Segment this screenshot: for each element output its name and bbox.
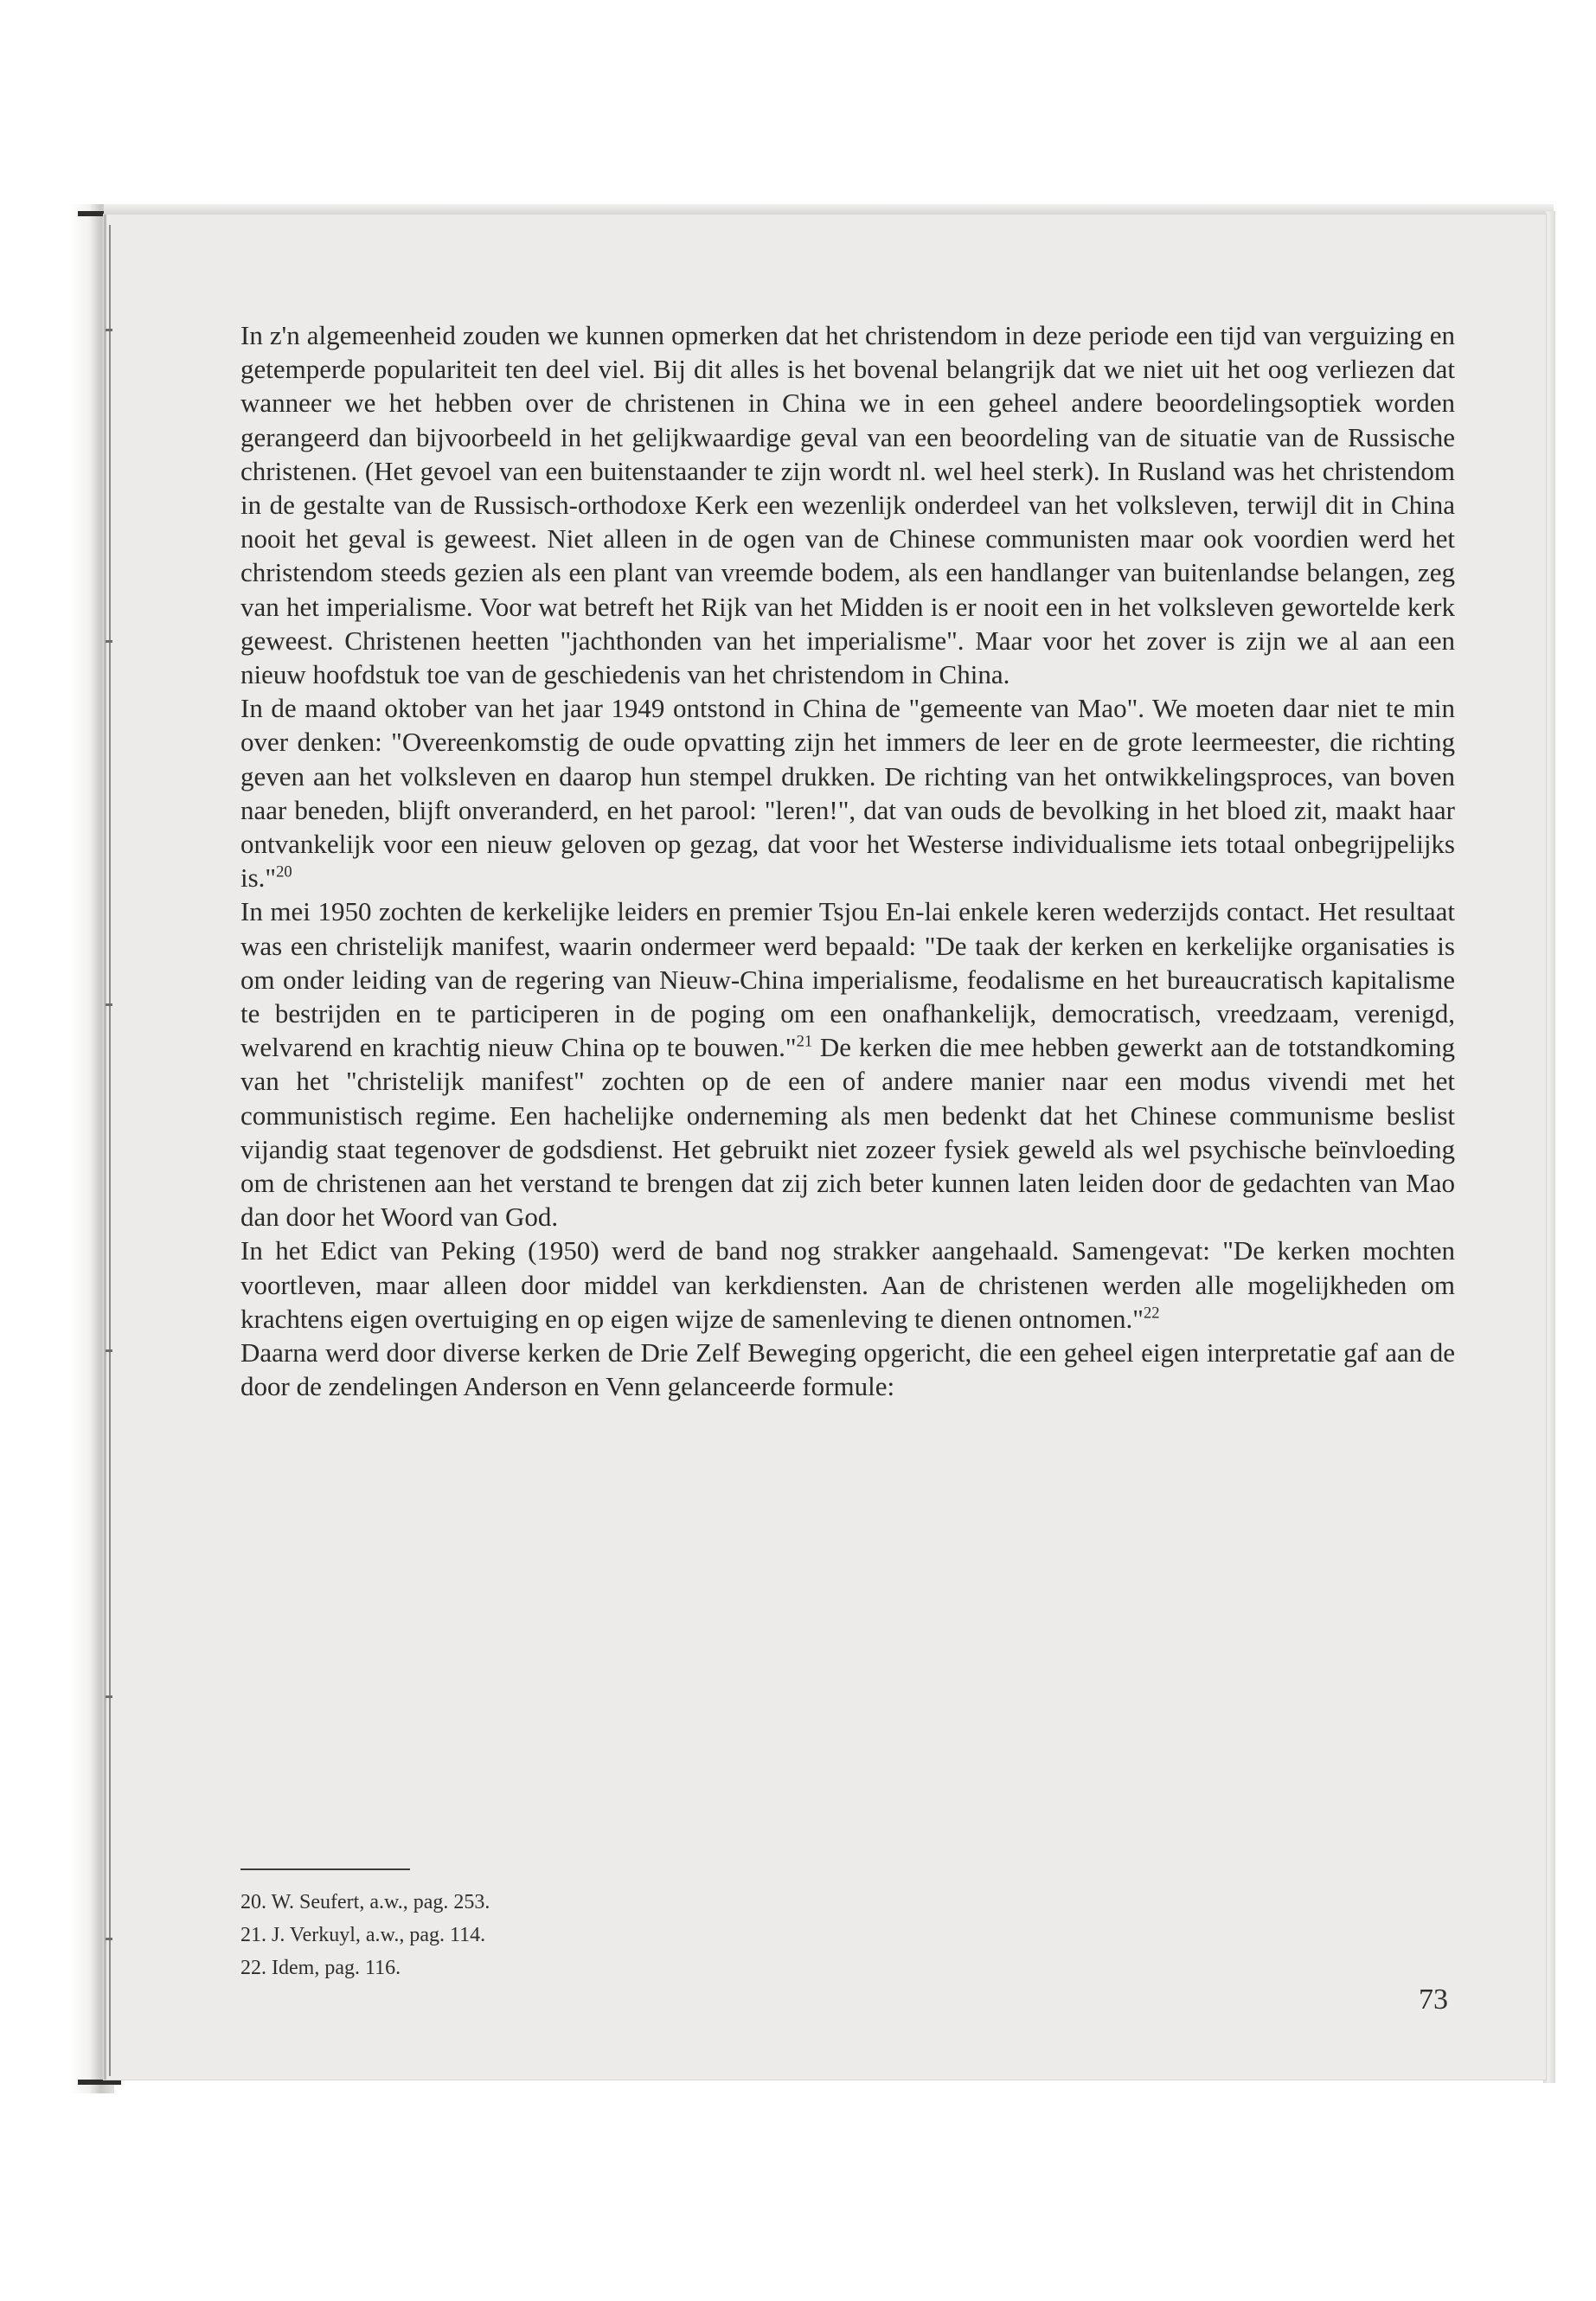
paragraph-3 xyxy=(240,894,1455,1234)
binding-stitch xyxy=(106,1349,112,1352)
paragraph-3-continued: De kerken die mee hebben gewerkt aan de totstandkoming van het "christelijk manifest" zochten op de een of andere manier naar een modus vivendi met het communistisch regime. Een hachelijke onderneming als men bedenkt dat het Chinese communisme beslist vijandig staat tegenover de godsdienst. Het gebruikt niet zozeer fysiek geweld als wel psychische beïnvloeding om de christenen aan het verstand te brengen dat zij zich beter kunnen laten leiden door de gedachten van Mao dan door het Woord van God. xyxy=(240,1032,1455,1233)
binding-stitch xyxy=(106,640,112,643)
paragraph-4-text: In het Edict van Peking (1950) werd de band nog strakker aangehaald. Samengevat: "De kerken mochten voortleven, maar alleen door middel van kerkdiensten. Aan de christenen werden alle mogelijkheden om krachtens eigen overtuiging en op eigen wijze de samenleving te dienen ontnomen." xyxy=(240,1235,1455,1334)
footnote-ref-22: 22 xyxy=(1143,1304,1160,1323)
body-text xyxy=(240,318,1455,1404)
binding-stitch xyxy=(106,1003,112,1006)
footnote-divider xyxy=(240,1868,410,1870)
footnote-20: 20. W. Seufert, a.w., pag. 253. xyxy=(240,1891,490,1913)
paragraph-2-text: In de maand oktober van het jaar 1949 ontstond in China de "gemeente van Mao". We moeten daar niet te min over denken: "Overeenkomstig de oude opvatting zijn het immers de leer en de grote leermeester, die richting geven aan het volksleven en daarop hun stempel drukken. De richting van het ontwikkelingsproces, van boven naar beneden, blijft onveranderd, en het parool: "leren!", dat van ouds de bevolking in het bloed zit, maakt haar ontvankelijk voor een nieuw geloven op gezag, dat voor het Westerse individualisme iets totaal onbegrijpelijks is." xyxy=(240,693,1455,894)
footnote-ref-21: 21 xyxy=(796,1032,813,1051)
page-edge-top xyxy=(104,204,1554,215)
paragraph-2 xyxy=(240,691,1455,894)
footnote-21: 21. J. Verkuyl, a.w., pag. 114. xyxy=(240,1924,486,1946)
page-number: 73 xyxy=(1419,1984,1448,2016)
paragraph-5: Daarna werd door diverse kerken de Drie Zelf Beweging opgericht, die een geheel eigen interpretatie gaf aan de door de zendelingen Anderson en Venn gelanceerde formule: xyxy=(240,1337,1455,1402)
binding-crease xyxy=(109,225,111,2076)
binding-stitch xyxy=(106,1938,112,1940)
binding-stitch xyxy=(106,329,112,331)
footnote-22: 22. Idem, pag. 116. xyxy=(240,1957,401,1979)
binding-stitch xyxy=(106,1695,112,1698)
footnotes xyxy=(240,1886,933,1984)
paragraph-1: In z'n algemeenheid zouden we kunnen opmerken dat het christendom in deze periode een tijd van verguizing en getemperde populariteit ten deel viel. Bij dit alles is het bovenal belangrijk dat we niet uit het oog verliezen dat wanneer we het hebben over de christenen in China we in een geheel andere beoordelingsoptiek worden gerangeerd dan bijvoorbeeld in het gelijkwaardige geval van een beoordeling van de situatie van de Russische christenen. (Het gevoel van een buitenstaander te zijn wordt nl. wel heel sterk). In Rusland was het christendom in de gestalte van de Russisch-orthodoxe Kerk een wezenlijk onderdeel van het volksleven, terwijl dit in China nooit het geval is geweest. Niet alleen in de ogen van de Chinese communisten maar ook voordien werd het christendom steeds gezien als een plant van vreemde bodem, als een handlanger van buitenlandse belangen, zeg van het imperialisme. Voor wat betreft het Rijk van het Midden is er nooit een in het volksleven gewortelde kerk geweest. Christenen heetten "jachthonden van het imperialisme". Maar voor het zover is zijn we al aan een nieuw hoofdstuk toe van de geschiedenis van het christendom in China. xyxy=(240,320,1455,690)
paragraph-3-text: In mei 1950 zochten de kerkelijke leiders en premier Tsjou En-lai enkele keren wederzijds contact. Het resultaat was een christelijk manifest, waarin ondermeer werd bepaald: "De taak der kerken en kerkelijke organisaties is om onder leiding van de regering van Nieuw-China imperialisme, feodalisme en het bureaucratisch kapitalisme te bestrijden en te participeren in de poging om een onafhankelijk, democratisch, vreedzaam, verenigd, welvarend en krachtig nieuw China op te bouwen." xyxy=(240,896,1455,1063)
paragraph-4 xyxy=(240,1234,1455,1336)
footnote-ref-20: 20 xyxy=(276,862,292,881)
binding-bottom-cap xyxy=(78,2080,121,2085)
